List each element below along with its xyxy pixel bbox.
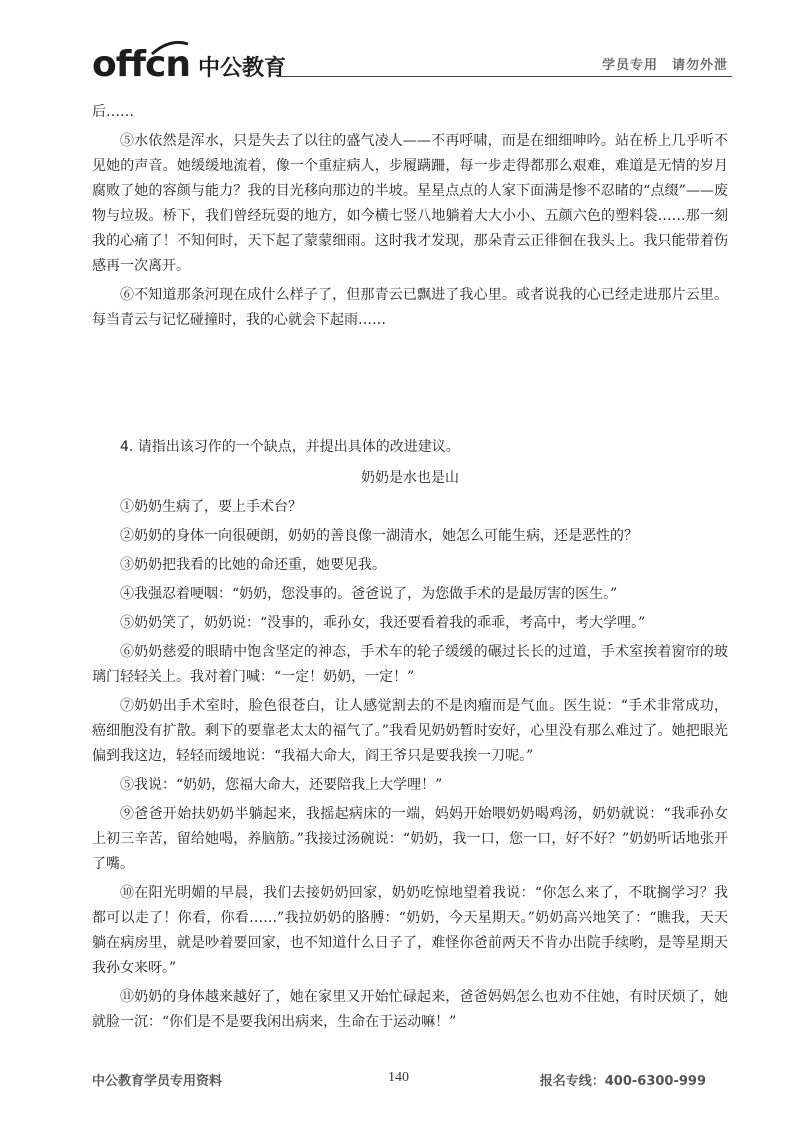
- footer-label: 中公教育学员专用资料: [92, 1074, 223, 1089]
- paragraph-5: ⑤水依然是浑水，只是失去了以往的盛气凌人——不再呼啸，而是在细细呻吟。站在桥上几乎听不见她的声音。她缓缓地流着，像一个重症病人，步履蹒跚，每一步走得都那么艰难，难道是无情的岁月腐败了她的容颜与能力？我的目光移向那边的半坡。星星点点的人家下面满是惨不忍睹的“点缀”——废物与垃圾。桥下，我们曾经玩耍的地方，如今横七竖八地躺着大大小小、五颜六色的塑料袋……那一刻我的心痛了！不知何时，天下起了蒙蒙细雨。这时我才发现，那朵青云正徘徊在我头上。我只能带着伤感再一次离开。: [92, 133, 728, 274]
- essay-paragraph: ⑥奶奶慈爱的眼睛中饱含坚定的神态，手术车的轮子缓缓的碾过长长的过道，手术室挨着窗帘的玻璃门轻轻关上。我对着门喊：“一定！奶奶，一定！”: [92, 644, 728, 685]
- header-divider: [277, 76, 732, 77]
- blank-space: [92, 337, 728, 435]
- page-footer: [92, 1070, 706, 1094]
- essay-title: 奶奶是水也是山: [361, 470, 459, 486]
- essay-paragraph: ②奶奶的身体一向很硬朗，奶奶的善良像一湖清水，她怎么可能生病，还是恶性的？: [120, 528, 638, 544]
- essay-paragraph: ⑦奶奶出手术室时，脸色很苍白，让人感觉割去的不是肉瘤而是气血。医生说：“手术非常成功，癌细胞没有扩散。剩下的要靠老太太的福气了。”我看见奶奶暂时安好，心里没有那么难过了。她把眼光偏到我这边，轻轻而缓地说：“我福大命大，阎王爷只是要我挨一刀呢。”: [92, 698, 728, 764]
- document-body: [92, 100, 728, 1039]
- footer-hotline: 报名专线：400-6300-999: [539, 1074, 706, 1089]
- logo-wordmark: offcn: [92, 44, 191, 85]
- essay-paragraph: ⑪奶奶的身体越来越好了，她在家里又开始忙碌起来，爸爸妈妈怎么也劝不住她，有时厌烦了，她就脸一沉：“你们是不是要我闲出病来，生命在于运动嘛！”: [92, 989, 728, 1030]
- essay-paragraph: ⑩在阳光明媚的早晨，我们去接奶奶回家，奶奶吃惊地望着我说：“你怎么来了，不耽搁学习？我都可以走了！你看，你看……”我拉奶奶的胳膊：“奶奶，今天星期天。”奶奶高兴地笑了：“瞧我，天天躺在病房里，就是吵着要回家，也不知道什么日子了，难怪你爸前两天不肯办出院手续哟，是等星期天我孙女来呀。”: [92, 885, 728, 976]
- essay-paragraph: ⑤我说：“奶奶，您福大命大，还要陪我上大学哩！”: [120, 777, 443, 793]
- essay-paragraph: ①奶奶生病了，要上手术台？: [120, 499, 302, 515]
- paragraph-6: ⑥不知道那条河现在成什么样子了，但那青云已飘进了我心里。或者说我的心已经走进那片云里。每当青云与记忆碰撞时，我的心就会下起雨……: [92, 287, 728, 328]
- lead-text: 后……: [92, 104, 134, 120]
- page-header: [92, 40, 732, 86]
- tag-students-only: 学员专用: [601, 58, 658, 73]
- logo-chinese-name: 中公教育: [198, 56, 287, 81]
- header-tagline: [588, 54, 728, 73]
- logo-swoosh-icon: [150, 40, 190, 56]
- tag-do-not-distribute: 请勿外泄: [671, 58, 728, 73]
- essay-paragraph: ⑨爸爸开始扶奶奶半躺起来，我摇起病床的一端，妈妈开始喂奶奶喝鸡汤，奶奶就说：“我乖孙女上初三辛苦，留给她喝，养脑筋。”我接过汤碗说：“奶奶，我一口，您一口，好不好？”奶奶听话地张开了嘴。: [92, 806, 728, 872]
- page-number: 140: [388, 1070, 409, 1085]
- essay-paragraph: ⑤奶奶笑了，奶奶说：“没事的，乖孙女，我还要看着我的乖乖，考高中，考大学哩。”: [120, 615, 646, 631]
- essay-paragraph: ④我强忍着哽咽：“奶奶，您没事的。爸爸说了，为您做手术的是最厉害的医生。”: [120, 586, 618, 602]
- essay-paragraph: ③奶奶把我看的比她的命还重，她要见我。: [120, 557, 386, 573]
- question-4: 4. 请指出该习作的一个缺点，并提出具体的改进建议。: [120, 439, 460, 455]
